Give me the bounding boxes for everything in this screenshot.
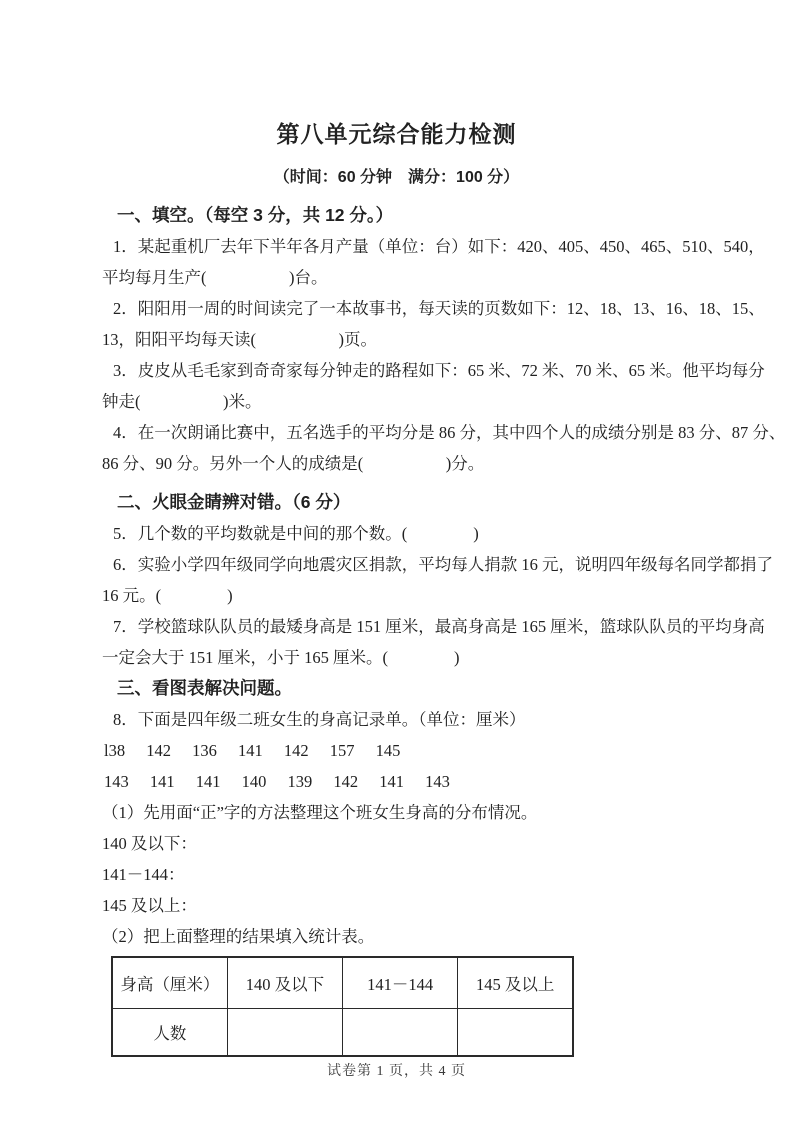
height-value: 142 — [333, 772, 359, 791]
height-value: 142 — [283, 741, 309, 760]
tally-label-145-and-above: 145 及以上： — [102, 896, 197, 915]
table-header-141-to-144: 141－144 — [343, 957, 458, 1009]
question-7-line-1: 7．学校篮球队队员的最矮身高是 151 厘米，最高身高是 165 厘米，篮球队队员的平均身高 — [113, 617, 765, 636]
table-header-145-and-above: 145 及以上 — [458, 957, 573, 1009]
table-header-height: 身高（厘米） — [112, 957, 227, 1009]
height-value: l38 — [104, 741, 126, 760]
table-header-row — [112, 957, 573, 1009]
height-value: 143 — [425, 772, 450, 791]
subquestion-2-prompt: （2）把上面整理的结果填入统计表。 — [102, 927, 375, 946]
table-header-140-and-below: 140 及以下 — [227, 957, 342, 1009]
question-3-line-2: 钟走( )米。 — [102, 392, 262, 411]
height-value: 136 — [192, 741, 217, 760]
question-1-line-1: 1．某起重机厂去年下半年各月产量（单位：台）如下：420、405、450、465、510、540， — [113, 237, 765, 256]
height-record-row-2 — [104, 766, 793, 797]
tally-label-141-to-144: 141－144： — [102, 865, 185, 884]
question-2-line-2: 13，阳阳平均每天读( )页。 — [102, 330, 377, 349]
subquestion-1-prompt: （1）先用面“正”字的方法整理这个班女生身高的分布情况。 — [102, 803, 538, 822]
exam-time-score-line: （时间：60 分钟 满分：100 分） — [273, 169, 520, 186]
height-value: 141 — [379, 772, 404, 791]
tally-label-140-and-below: 140 及以下： — [102, 834, 197, 853]
section-2-heading: 二、火眼金睛辨对错。（6 分） — [117, 492, 351, 512]
question-2-line-1: 2．阳阳用一周的时间读完了一本故事书，每天读的页数如下：12、18、13、16、18、15、 — [113, 299, 765, 318]
page-footer: 试卷第 1 页，共 4 页 — [327, 1064, 466, 1079]
height-value: 140 — [241, 772, 267, 791]
height-record-row-1 — [104, 735, 793, 766]
question-8-intro: 8．下面是四年级二班女生的身高记录单。（单位：厘米） — [113, 710, 526, 729]
question-4-line-2: 86 分、90 分。另外一个人的成绩是( )分。 — [102, 454, 485, 473]
section-3-heading: 三、看图表解决问题。 — [117, 678, 292, 698]
section-1-heading: 一、填空。（每空 3 分，共 12 分。） — [117, 205, 394, 225]
height-value: 157 — [329, 741, 355, 760]
table-row-label-count: 人数 — [112, 1009, 227, 1057]
height-value: 141 — [237, 741, 263, 760]
height-value: 143 — [104, 772, 129, 791]
question-6-line-2: 16 元。( ) — [102, 586, 233, 605]
height-value: 141 — [195, 772, 221, 791]
question-3-line-1: 3．皮皮从毛毛家到奇奇家每分钟走的路程如下：65 米、72 米、70 米、65 米。他平均每分 — [113, 361, 765, 380]
question-1-line-2: 平均每月生产( )台。 — [102, 268, 328, 287]
question-7-line-2: 一定会大于 151 厘米，小于 165 厘米。( ) — [102, 648, 460, 667]
table-blank-cell-2 — [343, 1009, 458, 1057]
question-6-line-1: 6．实验小学四年级同学向地震灾区捐款，平均每人捐款 16 元，说明四年级每名同学都捐了 — [113, 555, 773, 574]
height-value: 141 — [149, 772, 175, 791]
height-statistics-table — [111, 956, 574, 1057]
question-5-line-1: 5．几个数的平均数就是中间的那个数。( ) — [113, 524, 479, 543]
table-blank-cell-3 — [458, 1009, 573, 1057]
page-title: 第八单元综合能力检测 — [276, 121, 517, 147]
table-count-row — [112, 1009, 573, 1057]
question-4-line-1: 4．在一次朗诵比赛中，五名选手的平均分是 86 分，其中四个人的成绩分别是 83 分、87 分、 — [113, 423, 786, 442]
table-blank-cell-1 — [227, 1009, 342, 1057]
height-value: 139 — [287, 772, 313, 791]
height-value: 145 — [375, 741, 401, 760]
height-value: 142 — [146, 741, 171, 760]
